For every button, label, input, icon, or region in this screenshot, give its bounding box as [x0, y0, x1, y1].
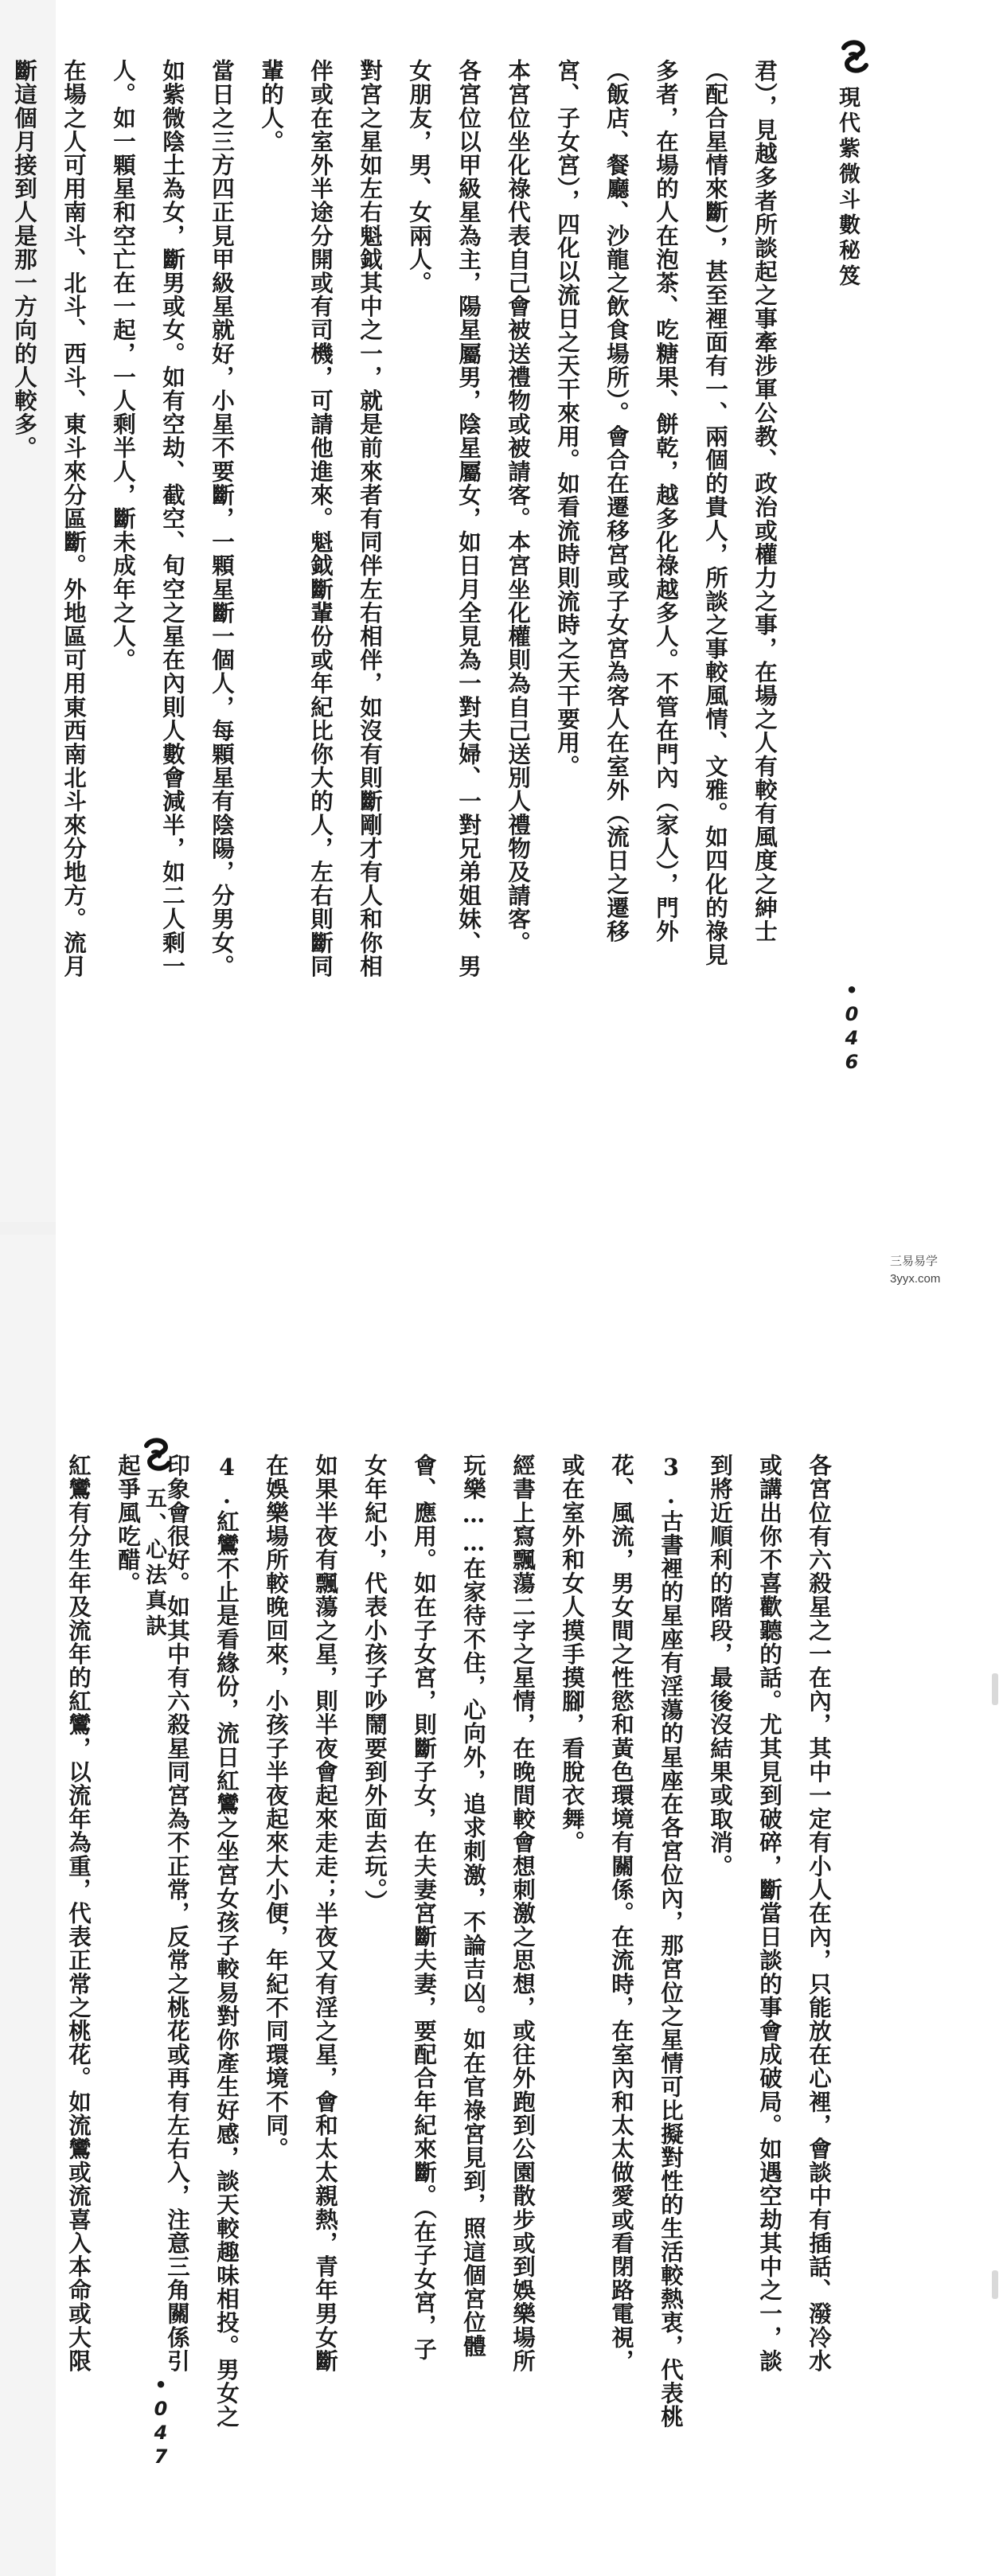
page-046-body-text: 君），見越多者所談起之事牽涉軍公教、政治或權力之事，在場之人有較有風度之紳士 （配合星情來斷），甚至裡面有一、兩個的貴人，所談之事較風情、文雅。如四化的祿見 多者，在場的人在泡茶、吃糖果、餅乾，越多化祿越多人。不管在門內（家人），門外 （飯店、餐廳、沙龍之飲食場所）。會合在遷移宮或子女宮為客人在室外（流日之遷移 宮、子女宮），四化以流日之天干來用。如看流時則流時之天干要用。 本宮位坐化祿代表自己會被送禮物或被請客。本宮坐化權則為自己送別人禮物及請客。 各宮位以甲級星為主，陽星屬男，陰星屬女，如日月全見為一對夫婦、一對兄弟姐妹、男 女朋友，男、女兩人。 對宮之星如左右魁鉞其中之一，就是前來者有同伴左右相伴，如沒有則斷剛才有人和你相 伴或在室外半途分開或有司機，可請他進來。魁鉞斷輩份或年紀比你大的人，左右則斷同 輩的人。 當日之三方四正見甲級星就好，小星不要斷，一顆星斷一個人，每顆星有陰陽，分男女。 如紫微陰土為女，斷男或女。如有空劫、截空、旬空之星在內則人數會減半，如二人剩一 人。如一顆星和空亡在一起，一人剩半人，斷未成年之人。 在場之人可用南斗、北斗、西斗、東斗來分區斷。外地區可用東西南北斗來分地方。流月 斷這個月接到人是那一方向的人較多。 — [11, 59, 779, 978]
page-047 — [56, 1212, 1003, 2576]
book-title-header: 現代紫微斗數秘笈 — [835, 86, 860, 290]
page-number-047: •047 — [150, 2374, 172, 2469]
page-047-body-text: 各宮位有六殺星之一在內，其中一定有小人在內，只能放在心裡，會談中有插話、潑冷水 或講出你不喜歡聽的話。尤其見到破碎，斷當日談的事會成破局。如遇空劫其中之一，談 到將近順利的階段，最後沒結果或取消。 3.古書裡的星座有淫蕩的星座在各宮位內，那宮位之星情可比擬對性的生活較熱衷，代表桃 花、風流，男女間之性慾和黃色環境有關係。在流時，在室內和太太做愛或看閉路電視， 或在室外和女人摸手摸腳，看脫衣舞。 經書上寫飄蕩二字之星情，在晚間較會想刺激之思想，或往外跑到公園散步或到娛樂場所 玩樂……在家待不住，心向外，追求刺激，不論吉凶。如在官祿宮見到，照這個宮位體 會、應用。如在子女宮，則斷子女，在夫妻宮斷夫妻，要配合年紀來斷。（在子女宮，子 女年紀小，代表小孩子吵鬧要到外面去玩。） 如果半夜有飄蕩之星，則半夜會起來走走；半夜又有淫之星，會和太太親熱，青年男女斷 在娛樂場所較晚回來，小孩子半夜起來大小便，年紀不同環境不同。 4.紅鸞不止是看緣份，流日紅鸞之坐宮女孩子較易對你產生好感，談天較趣味相投。男女之 印象會很好。如其中有六殺星同宮為不正常，反常之桃花或再有左右入，注意三角關係引 起爭風吃醋。 紅鸞有分生年及流年的紅鸞，以流年為重，代表正常之桃花。如流鸞或流喜入本命或大限 — [65, 1454, 833, 2429]
watermark-line-1: 三易易学 — [890, 1255, 939, 1268]
watermark-line-2: 3yyx.com — [890, 1272, 941, 1286]
chapter-title-header: 五、心法真訣 — [142, 1487, 166, 1640]
page-046 — [11, 0, 1003, 1222]
scan-edge-mark — [992, 2270, 998, 2299]
watermark — [890, 1253, 940, 1288]
scan-edge-mark — [992, 1673, 998, 1705]
page-number-046: •046 — [841, 979, 863, 1075]
book-logo-icon — [836, 38, 872, 75]
